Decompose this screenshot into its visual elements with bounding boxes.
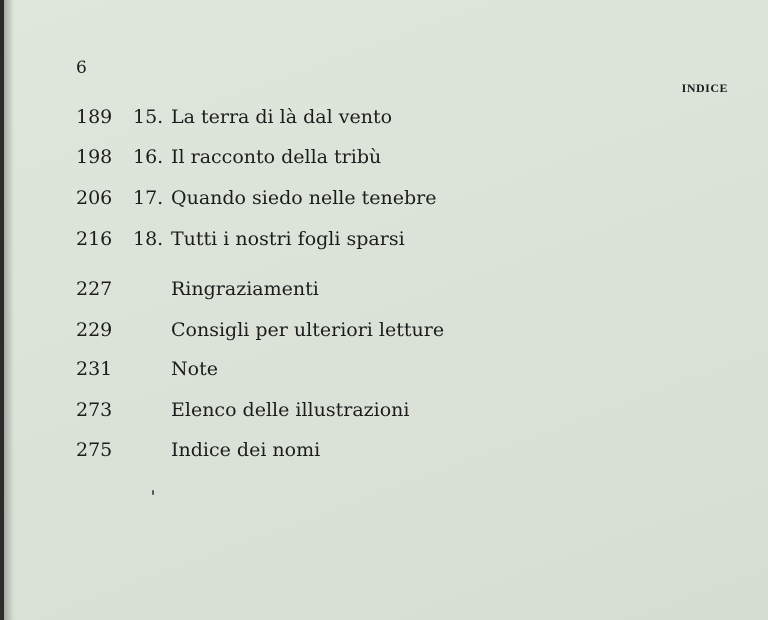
toc-entry-title: Il racconto della tribù — [171, 146, 382, 168]
toc-entry-title: Indice dei nomi — [171, 439, 321, 461]
page-number: 6 — [76, 58, 87, 78]
toc-entry-page: 273 — [76, 399, 113, 421]
table-of-contents — [4, 0, 768, 620]
toc-entry-page: 198 — [76, 146, 113, 168]
toc-entry-title: Consigli per ulteriori letture — [171, 319, 445, 341]
toc-entry-page: 227 — [76, 278, 113, 300]
toc-entry-page: 275 — [76, 439, 113, 461]
toc-entry-title: Note — [171, 358, 218, 380]
toc-entry-title: Quando siedo nelle tenebre — [171, 187, 437, 209]
running-head: INDICE — [681, 81, 728, 95]
toc-entry-number: 17. — [133, 187, 164, 209]
toc-entry-number: 15. — [133, 106, 164, 128]
toc-entry-page: 216 — [76, 228, 113, 250]
paper-speck — [152, 490, 154, 495]
toc-entry-number: 18. — [133, 228, 164, 250]
toc-entry-page: 206 — [76, 187, 113, 209]
toc-entry-number: 16. — [133, 146, 164, 168]
toc-entry-title: Elenco delle illustrazioni — [171, 399, 410, 421]
toc-entry-title: Tutti i nostri fogli sparsi — [171, 228, 405, 250]
toc-entry-title: La terra di là dal vento — [171, 106, 393, 128]
toc-entry-page: 189 — [76, 106, 113, 128]
book-page — [4, 0, 768, 620]
toc-entry-page: 229 — [76, 319, 113, 341]
toc-entry-page: 231 — [76, 358, 113, 380]
toc-entry-title: Ringraziamenti — [171, 278, 319, 300]
